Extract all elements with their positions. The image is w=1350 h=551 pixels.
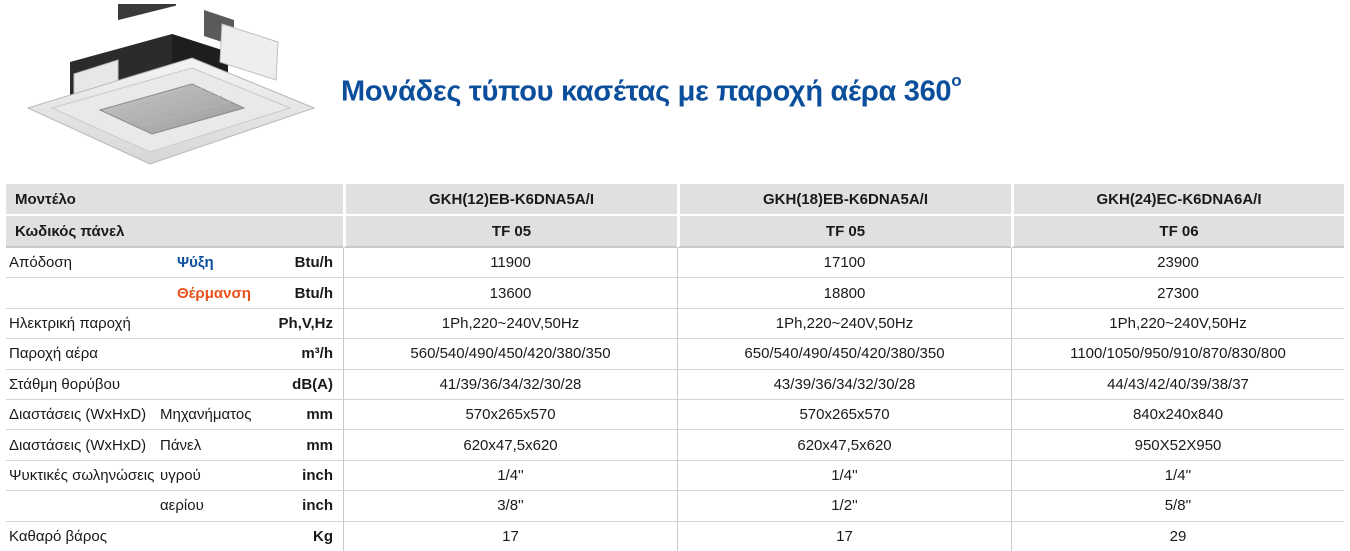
- cell-value: 570x265x570: [343, 400, 677, 430]
- cell-value: 1/4'': [343, 461, 677, 491]
- cell-value: 620x47,5x620: [343, 430, 677, 460]
- panel-label: Κωδικός πάνελ: [6, 216, 343, 248]
- row-sub: [158, 339, 276, 369]
- cell-value: 560/540/490/450/420/380/350: [343, 339, 677, 369]
- table-row: [6, 278, 1344, 308]
- cell-value: 1/4'': [1011, 461, 1344, 491]
- row-sub: [158, 522, 276, 551]
- model-name: GKH(24)EC-K6DNA6A/I: [1011, 184, 1344, 216]
- row-unit: Kg: [313, 527, 333, 545]
- row-name: [6, 278, 158, 308]
- cell-value: 3/8'': [343, 491, 677, 521]
- row-sub: Ψύξη: [177, 254, 214, 272]
- row-unit: mm: [276, 400, 343, 430]
- table-row: [6, 491, 1344, 521]
- row-sub: [158, 309, 276, 339]
- cell-value: 18800: [677, 278, 1011, 308]
- model-label: Μοντέλο: [6, 184, 343, 216]
- cell-value: 1/2'': [677, 491, 1011, 521]
- row-name: [6, 491, 158, 521]
- row-sub: Μηχανήματος: [158, 400, 276, 430]
- row-unit: mm: [276, 430, 343, 460]
- cell-value: 17: [677, 522, 1011, 551]
- cell-value: 17: [343, 522, 677, 551]
- cell-value: 570x265x570: [677, 400, 1011, 430]
- model-header-row: [6, 184, 1344, 216]
- cell-value: 13600: [343, 278, 677, 308]
- cell-value: 1Ph,220~240V,50Hz: [1011, 309, 1344, 339]
- model-name: GKH(18)EB-K6DNA5A/I: [677, 184, 1011, 216]
- table-row: [6, 400, 1344, 430]
- cell-value: 29: [1011, 522, 1344, 551]
- spec-table: [6, 184, 1344, 551]
- row-sub: Πάνελ: [158, 430, 276, 460]
- row-unit: m³/h: [276, 339, 343, 369]
- row-sub: Θέρμανση: [177, 284, 251, 302]
- table-row: [6, 522, 1344, 551]
- row-sub: [158, 370, 276, 400]
- row-sub: αερίου: [158, 491, 276, 521]
- table-row: [6, 430, 1344, 460]
- row-unit: Btu/h: [276, 248, 343, 278]
- row-unit: Btu/h: [276, 278, 343, 308]
- cell-value: 17100: [677, 248, 1011, 278]
- cassette-air-conditioner-icon: [22, 4, 318, 174]
- cell-value: 5/8'': [1011, 491, 1344, 521]
- cell-value: 1100/1050/950/910/870/830/800: [1011, 339, 1344, 369]
- row-unit: dB(A): [276, 370, 343, 400]
- cell-value: 650/540/490/450/420/380/350: [677, 339, 1011, 369]
- cell-value: 23900: [1011, 248, 1344, 278]
- row-unit: inch: [276, 461, 343, 491]
- row-sub: υγρού: [158, 461, 276, 491]
- cell-value: 620x47,5x620: [677, 430, 1011, 460]
- cell-value: 43/39/36/34/32/30/28: [677, 370, 1011, 400]
- cell-value: 44/43/42/40/39/38/37: [1011, 370, 1344, 400]
- table-row: [6, 339, 1344, 369]
- panel-code: TF 06: [1011, 216, 1344, 248]
- row-name: Ηλεκτρική παροχή: [6, 309, 158, 339]
- row-name: Διαστάσεις (WxHxD): [6, 430, 158, 460]
- row-name: Ψυκτικές σωληνώσεις: [6, 461, 158, 491]
- table-row: [6, 309, 1344, 339]
- cell-value: 11900: [343, 248, 677, 278]
- cell-value: 1Ph,220~240V,50Hz: [677, 309, 1011, 339]
- row-name: Στάθμη θορύβου: [6, 370, 158, 400]
- page-title: Μονάδες τύπου κασέτας με παροχή αέρα 360$^o$: [341, 71, 962, 108]
- row-unit: inch: [276, 491, 343, 521]
- panel-code: TF 05: [343, 216, 677, 248]
- row-unit: Ph,V,Hz: [276, 309, 343, 339]
- panel-header-row: [6, 216, 1344, 248]
- row-name: Παροχή αέρα: [6, 339, 158, 369]
- row-name: Απόδοση: [6, 248, 158, 278]
- cell-value: 41/39/36/34/32/30/28: [343, 370, 677, 400]
- table-row: [6, 461, 1344, 491]
- table-row: [6, 248, 1344, 278]
- row-name: Καθαρό βάρος: [9, 527, 107, 545]
- table-row: [6, 370, 1344, 400]
- cell-value: 950X52X950: [1011, 430, 1344, 460]
- panel-code: TF 05: [677, 216, 1011, 248]
- model-name: GKH(12)EB-K6DNA5A/I: [343, 184, 677, 216]
- cell-value: 1/4'': [677, 461, 1011, 491]
- cell-value: 27300: [1011, 278, 1344, 308]
- cell-value: 1Ph,220~240V,50Hz: [343, 309, 677, 339]
- row-name: Διαστάσεις (WxHxD): [6, 400, 158, 430]
- cell-value: 840x240x840: [1011, 400, 1344, 430]
